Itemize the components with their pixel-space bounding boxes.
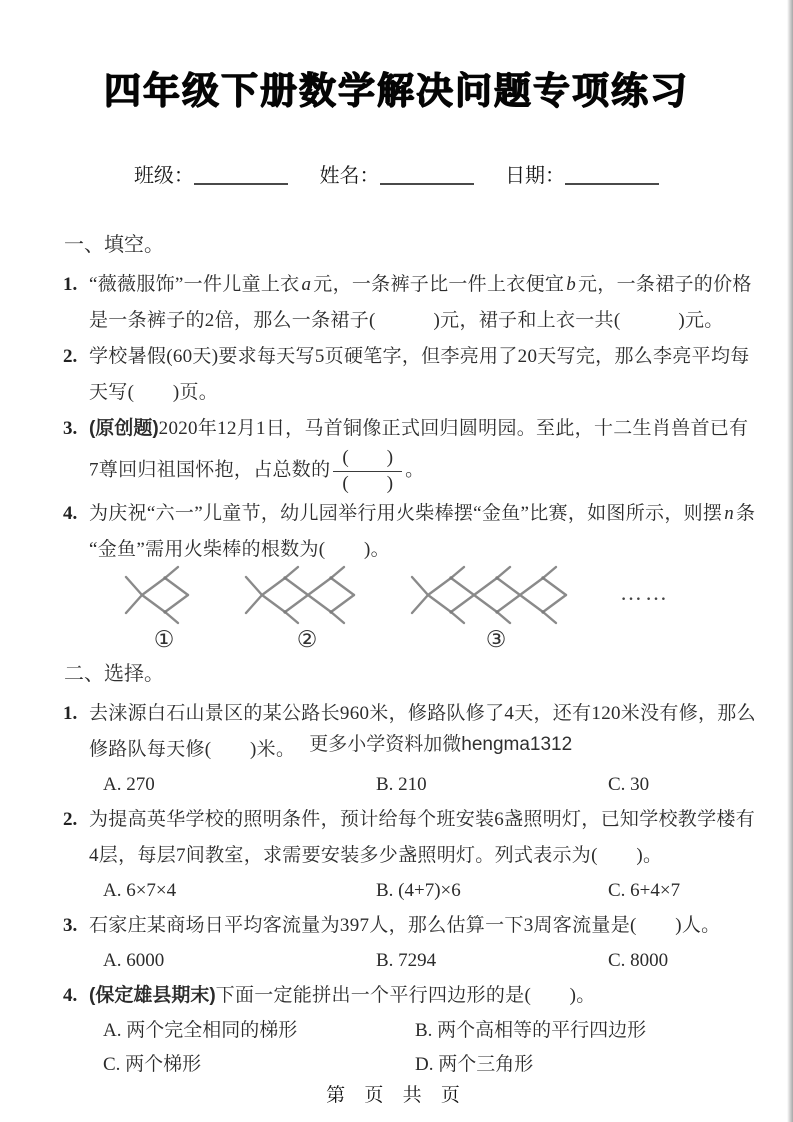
option: D. 两个三角形 [415,1054,534,1076]
question [63,496,756,568]
question [64,267,753,339]
question-body [89,411,753,496]
option: C. 8000 [608,950,669,972]
text-segment: 下面一定能拼出一个平行四边形的是( )。 [215,985,596,1007]
question-line [89,496,756,532]
worksheet-section [63,661,756,1082]
text-segment: 是一条裤子的2倍，那么一条裙子( )元，裙子和上衣一共( )元。 [89,310,724,332]
fraction-numerator: ( ) [333,447,402,472]
class-blank-line [194,163,288,185]
fish-figure-2 [242,564,372,653]
option: A. 6000 [103,950,165,972]
question-body [89,696,756,802]
question-number: 3. [63,418,78,440]
text-segment: 条 [736,503,756,525]
text-segment: 2020年12月1日，马首铜像正式回归圆明园。至此，十二生肖兽首已有 [158,418,749,440]
class-field [134,165,294,187]
question-body [89,267,753,339]
question [64,908,753,978]
options-row [103,1014,753,1082]
fraction-denominator: ( ) [342,473,394,495]
question-body [89,802,756,908]
option: B. 210 [376,774,427,796]
question-line [89,696,756,732]
text-segment: 为庆祝“六一”儿童节，幼儿园举行用火柴棒摆“金鱼”比赛，如图所示，则摆 [89,503,723,525]
matchstick-fish-figure [122,564,206,626]
fish-figure-3 [408,564,584,653]
date-label: 日期： [505,165,566,188]
date-field [505,165,659,187]
question-number: 2. [63,809,78,831]
fish-figure-1 [122,564,206,653]
question-line [89,447,753,496]
text-segment: 7尊回归祖国怀抱，占总数的 [89,460,331,482]
worksheet-body [0,188,793,1082]
question-line [89,978,753,1014]
date-blank-line [565,163,659,185]
question-line [89,908,753,944]
option: B. 7294 [376,950,437,972]
question [64,411,753,496]
matchstick-fish-figure [242,564,372,626]
section-heading: 二、选择。 [64,663,164,686]
option: A. 6×7×4 [103,880,177,902]
question-body [89,339,753,411]
option: A. 270 [103,774,155,796]
name-label: 姓名： [319,165,380,188]
question-source-tag: (原创题) [89,418,159,440]
page-footer: 第 页 共 页 [326,1085,467,1106]
question-number: 4. [63,503,78,525]
text-segment: 石家庄某商场日平均客流量为397人，那么估算一下3周客流量是( )人。 [89,915,721,937]
matchstick-fish-figure [408,564,584,626]
question-number: 1. [63,274,78,296]
fish-figure-row [122,564,753,653]
option: C. 30 [608,774,650,796]
question-number: 1. [63,703,78,725]
variable-letter: a [301,274,312,296]
class-label: 班级： [133,165,194,188]
question-line [89,339,753,375]
question-body [89,978,753,1082]
option: C. 6+4×7 [608,880,681,902]
text-segment: 学校暑假(60天)要求每天写5页硬笔字，但李亮用了20天写完，那么李亮平均每 [89,346,750,368]
student-info-line [0,159,793,188]
option: A. 两个完全相同的梯形 [103,1020,298,1042]
variable-letter: n [724,503,735,525]
text-segment: 元，一条裤子比一件上衣便宜 [313,274,565,296]
options-row [103,874,753,908]
option: B. (4+7)×6 [376,880,461,902]
question-line [89,802,756,838]
text-segment: “金鱼”需用火柴棒的根数为( )。 [89,539,390,561]
question [64,339,753,411]
figure-label: ③ [485,627,507,653]
variable-letter: b [566,274,576,296]
question-line [89,375,753,411]
question [64,978,753,1082]
fraction-blank [333,447,402,496]
name-field [320,165,480,187]
question-body [89,908,753,978]
question [63,802,756,908]
watermark-text: 更多小学资料加微hengma1312 [309,734,573,756]
text-segment: 去涞源白石山景区的某公路长960米，修路队修了4天，还有120米没有修，那么 [89,703,756,725]
options-row [103,944,753,978]
text-segment: 4层，每层7间教室，求需要安装多少盏照明灯。列式表示为( )。 [89,845,663,867]
question-line [89,838,753,874]
options-row [103,768,753,802]
question-line [89,732,753,768]
worksheet-section [63,232,756,653]
question [63,696,756,802]
text-segment: 。 [405,460,425,482]
question-number: 4. [63,985,78,1007]
text-segment: 天写( )页。 [89,382,219,404]
figure-label: ① [153,627,175,653]
question-line [89,411,753,447]
text-segment: “薇薇服饰”一件儿童上衣 [89,274,300,296]
question-source-tag: (保定雄县期末) [89,985,216,1007]
option: C. 两个梯形 [103,1054,202,1076]
page-title: 四年级下册数学解决问题专项练习 [104,70,689,111]
section-heading: 一、填空。 [64,234,164,257]
name-blank-line [380,163,474,185]
option: B. 两个高相等的平行四边形 [415,1020,647,1042]
question-number: 2. [63,346,78,368]
question-line [89,303,753,339]
question-line [89,532,753,568]
question-line [89,267,753,303]
question-body [89,496,756,568]
text-segment: 为提高英华学校的照明条件，预计给每个班安装6盏照明灯，已知学校教学楼有 [89,809,756,831]
figure-label: ② [296,627,318,653]
ellipsis-dots: …… [620,580,670,606]
text-segment: 元，一条裙子的价格 [578,274,752,296]
question-number: 3. [63,915,78,937]
text-segment: 修路队每天修( )米。 [89,739,296,761]
